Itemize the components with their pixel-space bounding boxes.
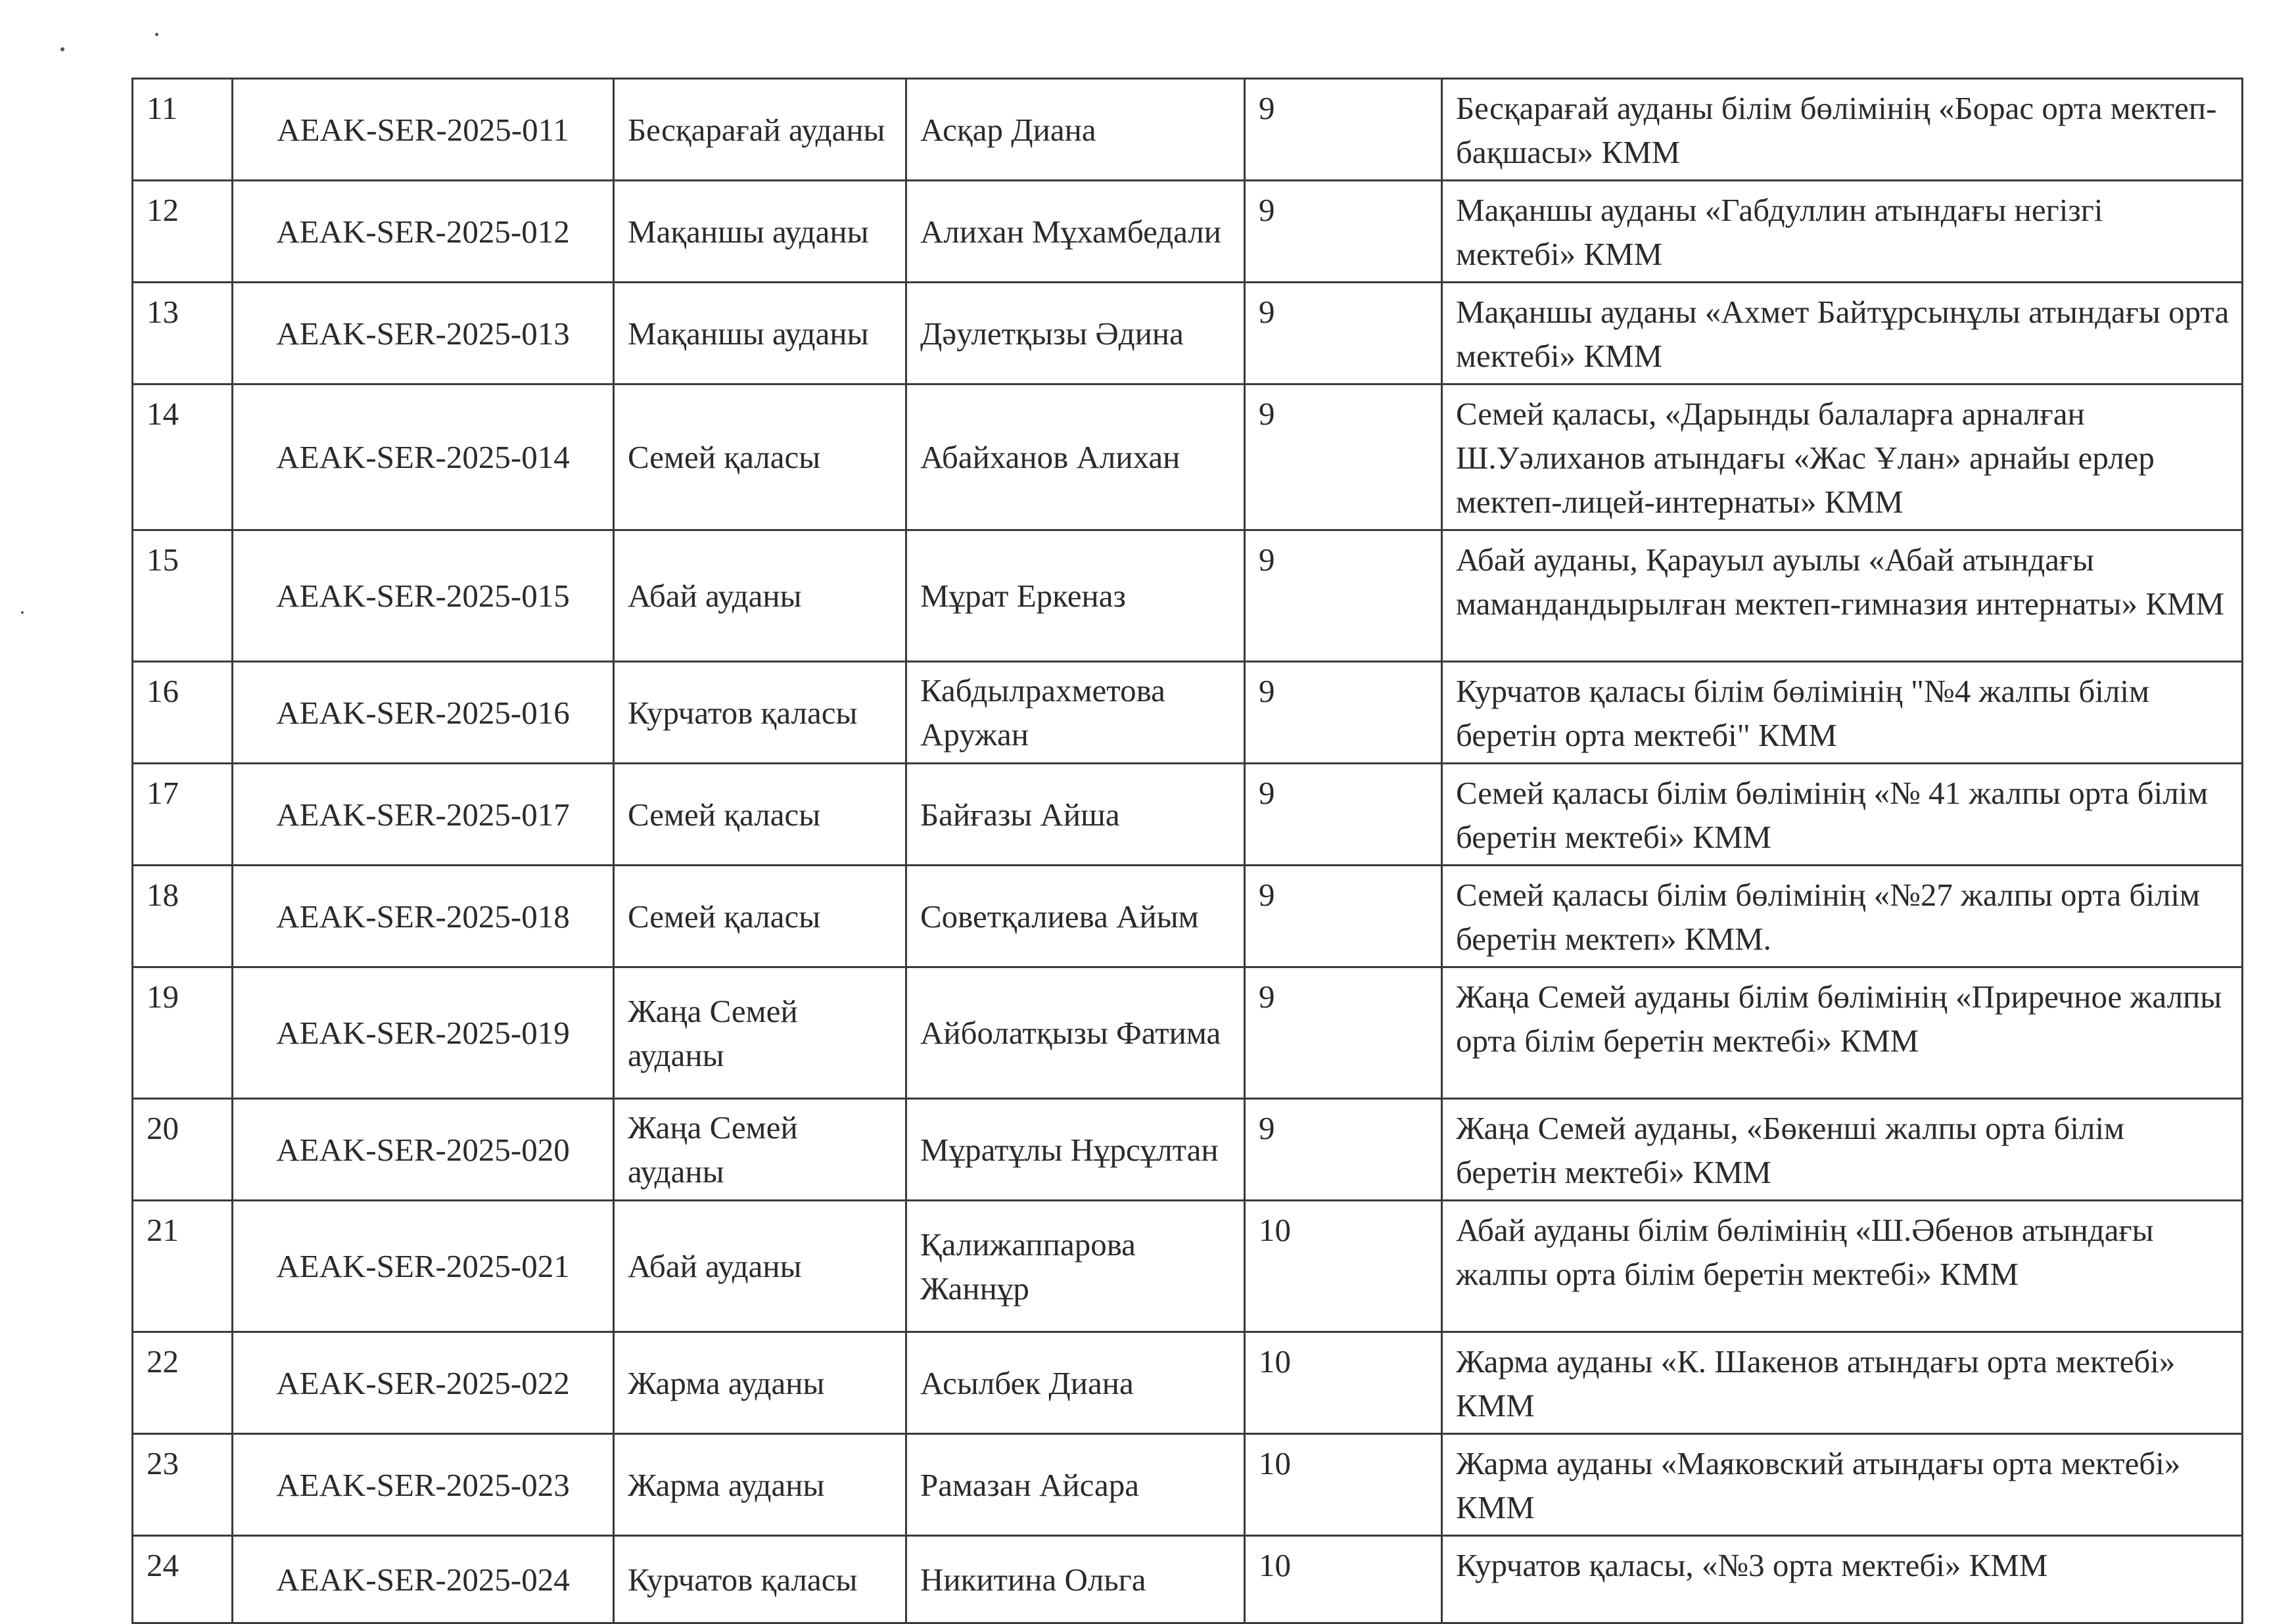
participant-code-cell: AEAK-SER-2025-020 [233, 1099, 614, 1201]
school-cell: Абай ауданы, Қарауыл ауылы «Абай атындағы мамандандырылған мектеп-гимназия интернаты» КММ [1442, 530, 2243, 662]
table-row [133, 866, 2243, 967]
participant-name-cell: Дәулетқызы Әдина [906, 283, 1245, 384]
participant-name-cell: Асылбек Диана [906, 1332, 1245, 1434]
participant-code-cell: AEAK-SER-2025-011 [233, 79, 614, 181]
grade-cell: 9 [1245, 283, 1442, 384]
table-row [133, 1099, 2243, 1201]
table-row [133, 1434, 2243, 1536]
grade-cell: 9 [1245, 967, 1442, 1099]
participant-name-cell: Айболатқызы Фатима [906, 967, 1245, 1099]
participant-code-cell: AEAK-SER-2025-024 [233, 1536, 614, 1623]
row-number-cell: 21 [133, 1201, 233, 1332]
district-cell: Курчатов қаласы [614, 1536, 906, 1623]
scan-speck [60, 47, 64, 51]
row-number-cell: 16 [133, 662, 233, 764]
participant-name-cell: Алихан Мұхамбедали [906, 181, 1245, 283]
district-cell: Жаңа Семей ауданы [614, 1099, 906, 1201]
district-cell: Мақаншы ауданы [614, 283, 906, 384]
grade-cell: 10 [1245, 1332, 1442, 1434]
school-cell: Семей қаласы білім бөлімінің «№27 жалпы орта білім беретін мектеп» КММ. [1442, 866, 2243, 967]
district-cell: Бесқарағай ауданы [614, 79, 906, 181]
district-cell: Абай ауданы [614, 1201, 906, 1332]
table-row [133, 1536, 2243, 1623]
school-cell: Курчатов қаласы, «№3 орта мектебі» КММ [1442, 1536, 2243, 1623]
grade-cell: 9 [1245, 764, 1442, 866]
row-number-cell: 24 [133, 1536, 233, 1623]
table-row [133, 530, 2243, 662]
row-number-cell: 13 [133, 283, 233, 384]
row-number-cell: 14 [133, 384, 233, 530]
row-number-cell: 12 [133, 181, 233, 283]
row-number-cell: 23 [133, 1434, 233, 1536]
participant-code-cell: AEAK-SER-2025-021 [233, 1201, 614, 1332]
school-cell: Семей қаласы, «Дарынды балаларға арналған Ш.Уәлиханов атындағы «Жас Ұлан» арнайы ерлер мектеп-лицей-интернаты» КММ [1442, 384, 2243, 530]
grade-cell: 9 [1245, 79, 1442, 181]
participant-name-cell: Кабдылрахметова Аружан [906, 662, 1245, 764]
participant-name-cell: Мұрат Еркеназ [906, 530, 1245, 662]
grade-cell: 9 [1245, 384, 1442, 530]
table-row [133, 384, 2243, 530]
school-cell: Мақаншы ауданы «Габдуллин атындағы негізгі мектебі» КММ [1442, 181, 2243, 283]
table-row [133, 1201, 2243, 1332]
district-cell: Мақаншы ауданы [614, 181, 906, 283]
school-cell: Абай ауданы білім бөлімінің «Ш.Әбенов атындағы жалпы орта білім беретін мектебі» КММ [1442, 1201, 2243, 1332]
scan-speck [21, 611, 24, 614]
participant-code-cell: AEAK-SER-2025-018 [233, 866, 614, 967]
participant-code-cell: AEAK-SER-2025-019 [233, 967, 614, 1099]
school-cell: Мақаншы ауданы «Ахмет Байтұрсынұлы атындағы орта мектебі» КММ [1442, 283, 2243, 384]
district-cell: Курчатов қаласы [614, 662, 906, 764]
grade-cell: 9 [1245, 181, 1442, 283]
participant-name-cell: Мұратұлы Нұрсұлтан [906, 1099, 1245, 1201]
table-row [133, 662, 2243, 764]
district-cell: Жарма ауданы [614, 1434, 906, 1536]
row-number-cell: 17 [133, 764, 233, 866]
participant-code-cell: AEAK-SER-2025-015 [233, 530, 614, 662]
district-cell: Семей қаласы [614, 384, 906, 530]
participant-code-cell: AEAK-SER-2025-012 [233, 181, 614, 283]
participant-code-cell: AEAK-SER-2025-013 [233, 283, 614, 384]
grade-cell: 9 [1245, 1099, 1442, 1201]
participant-name-cell: Асқар Диана [906, 79, 1245, 181]
row-number-cell: 15 [133, 530, 233, 662]
row-number-cell: 22 [133, 1332, 233, 1434]
school-cell: Жаңа Семей ауданы, «Бөкенші жалпы орта білім беретін мектебі» КММ [1442, 1099, 2243, 1201]
district-cell: Семей қаласы [614, 764, 906, 866]
participant-name-cell: Байғазы Айша [906, 764, 1245, 866]
participant-name-cell: Рамазан Айсара [906, 1434, 1245, 1536]
participants-table [131, 78, 2243, 1624]
district-cell: Жаңа Семей ауданы [614, 967, 906, 1099]
participant-code-cell: AEAK-SER-2025-016 [233, 662, 614, 764]
participant-name-cell: Қалижаппарова Жаннұр [906, 1201, 1245, 1332]
school-cell: Курчатов қаласы білім бөлімінің "№4 жалпы білім беретін орта мектебі" КММ [1442, 662, 2243, 764]
scan-speck [155, 33, 158, 36]
participant-name-cell: Никитина Ольга [906, 1536, 1245, 1623]
table-row [133, 283, 2243, 384]
grade-cell: 9 [1245, 866, 1442, 967]
grade-cell: 10 [1245, 1201, 1442, 1332]
participant-code-cell: AEAK-SER-2025-014 [233, 384, 614, 530]
grade-cell: 10 [1245, 1536, 1442, 1623]
district-cell: Жарма ауданы [614, 1332, 906, 1434]
row-number-cell: 20 [133, 1099, 233, 1201]
grade-cell: 9 [1245, 530, 1442, 662]
school-cell: Семей қаласы білім бөлімінің «№ 41 жалпы орта білім беретін мектебі» КММ [1442, 764, 2243, 866]
district-cell: Абай ауданы [614, 530, 906, 662]
participant-code-cell: AEAK-SER-2025-017 [233, 764, 614, 866]
school-cell: Бесқарағай ауданы білім бөлімінің «Борас орта мектеп-бақшасы» КММ [1442, 79, 2243, 181]
table-row [133, 967, 2243, 1099]
table-row [133, 181, 2243, 283]
school-cell: Жаңа Семей ауданы білім бөлімінің «Приречное жалпы орта білім беретін мектебі» КММ [1442, 967, 2243, 1099]
table-row [133, 1332, 2243, 1434]
grade-cell: 10 [1245, 1434, 1442, 1536]
participant-code-cell: AEAK-SER-2025-022 [233, 1332, 614, 1434]
row-number-cell: 19 [133, 967, 233, 1099]
table-row [133, 764, 2243, 866]
row-number-cell: 11 [133, 79, 233, 181]
participants-table-body [133, 79, 2243, 1623]
participant-name-cell: Абайханов Алихан [906, 384, 1245, 530]
row-number-cell: 18 [133, 866, 233, 967]
school-cell: Жарма ауданы «К. Шакенов атындағы орта мектебі» КММ [1442, 1332, 2243, 1434]
school-cell: Жарма ауданы «Маяковский атындағы орта мектебі» КММ [1442, 1434, 2243, 1536]
table-row [133, 79, 2243, 181]
participant-code-cell: AEAK-SER-2025-023 [233, 1434, 614, 1536]
grade-cell: 9 [1245, 662, 1442, 764]
participant-name-cell: Советқалиева Айым [906, 866, 1245, 967]
district-cell: Семей қаласы [614, 866, 906, 967]
